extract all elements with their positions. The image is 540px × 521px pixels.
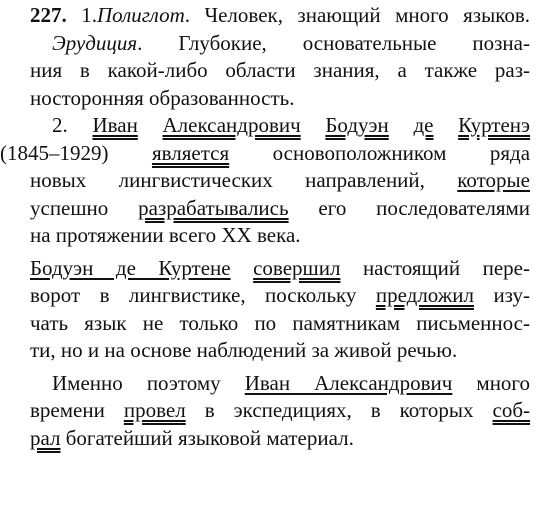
item-2-line-4	[30, 195, 530, 223]
text-segment: чать язык не только по памятникам письменнос-	[30, 310, 530, 335]
para-2-line-1	[30, 255, 530, 283]
text-segment: успешно	[30, 195, 109, 220]
text-segment: новых лингвистических направлений,	[30, 168, 425, 192]
text-segment: настоящий пере-	[362, 255, 530, 280]
item-2-line-5	[30, 222, 530, 250]
subject-word: Александрович	[162, 113, 301, 137]
subject-word: которые	[457, 168, 530, 192]
text-segment: ти, но и на основе наблюдений за живой речью.	[30, 338, 458, 362]
para-3-line-2	[30, 397, 530, 425]
years: (1845–1929)	[0, 140, 109, 165]
subject-word: Иван Александрович	[244, 370, 453, 395]
subject-word: Бодуэн де Куртене	[30, 255, 231, 280]
text-segment: много	[476, 370, 531, 395]
text-segment: ворот в лингвистике, поскольку	[30, 283, 357, 307]
exercise-line-1	[30, 2, 530, 30]
predicate-word: соб-	[492, 398, 531, 422]
para-2-line-2	[30, 282, 530, 310]
term-erudition-def-line-3: носторонняя образованность.	[30, 85, 295, 110]
term-erudition: Эрудиция	[52, 30, 138, 55]
subject-word: Куртенэ	[458, 113, 531, 137]
item-2-line-2	[0, 140, 530, 168]
text-segment: на протяжении всего XX века.	[30, 223, 301, 247]
text-segment: Именно поэтому	[52, 370, 221, 395]
predicate-word: совершил	[253, 255, 341, 280]
text-segment: богатейший языковой материал.	[65, 425, 354, 450]
text-segment: времени	[30, 398, 105, 422]
item-1-marker: 1.	[81, 3, 97, 27]
para-3-line-3	[30, 425, 530, 453]
item-2-line-3	[30, 167, 530, 195]
para-2-line-4	[30, 337, 530, 365]
predicate-word: предложил	[375, 283, 475, 307]
para-3-line-1	[30, 370, 530, 398]
subject-word: Иван	[92, 113, 138, 137]
predicate-word: является	[151, 140, 230, 165]
term-polyglot-definition: . Человек, знающий много языков.	[184, 3, 530, 27]
term-polyglot: Полиглот	[96, 3, 185, 27]
item-2-marker: 2.	[52, 113, 68, 137]
predicate-word: разрабатывались	[138, 195, 289, 220]
text-segment: его последователями	[318, 195, 531, 220]
predicate-word: провел	[123, 398, 186, 422]
exercise-number: 227.	[30, 3, 67, 27]
subject-word: Бодуэн	[325, 113, 389, 137]
item-2-line-1	[30, 112, 530, 140]
exercise-line-2	[30, 30, 530, 58]
subject-word: де	[413, 113, 434, 137]
para-2-line-3	[30, 310, 530, 338]
exercise-line-4	[30, 85, 530, 113]
text-segment: основоположником ряда	[272, 140, 531, 165]
predicate-word: рал	[30, 425, 61, 450]
term-erudition-def-line-1: . Глубокие, основательные позна-	[137, 30, 530, 55]
exercise-line-3	[30, 57, 530, 85]
text-segment: изу-	[493, 283, 531, 307]
text-segment: в экспедициях, в которых	[204, 398, 474, 422]
term-erudition-def-line-2: ния в какой-либо области знания, а также раз-	[30, 58, 530, 82]
